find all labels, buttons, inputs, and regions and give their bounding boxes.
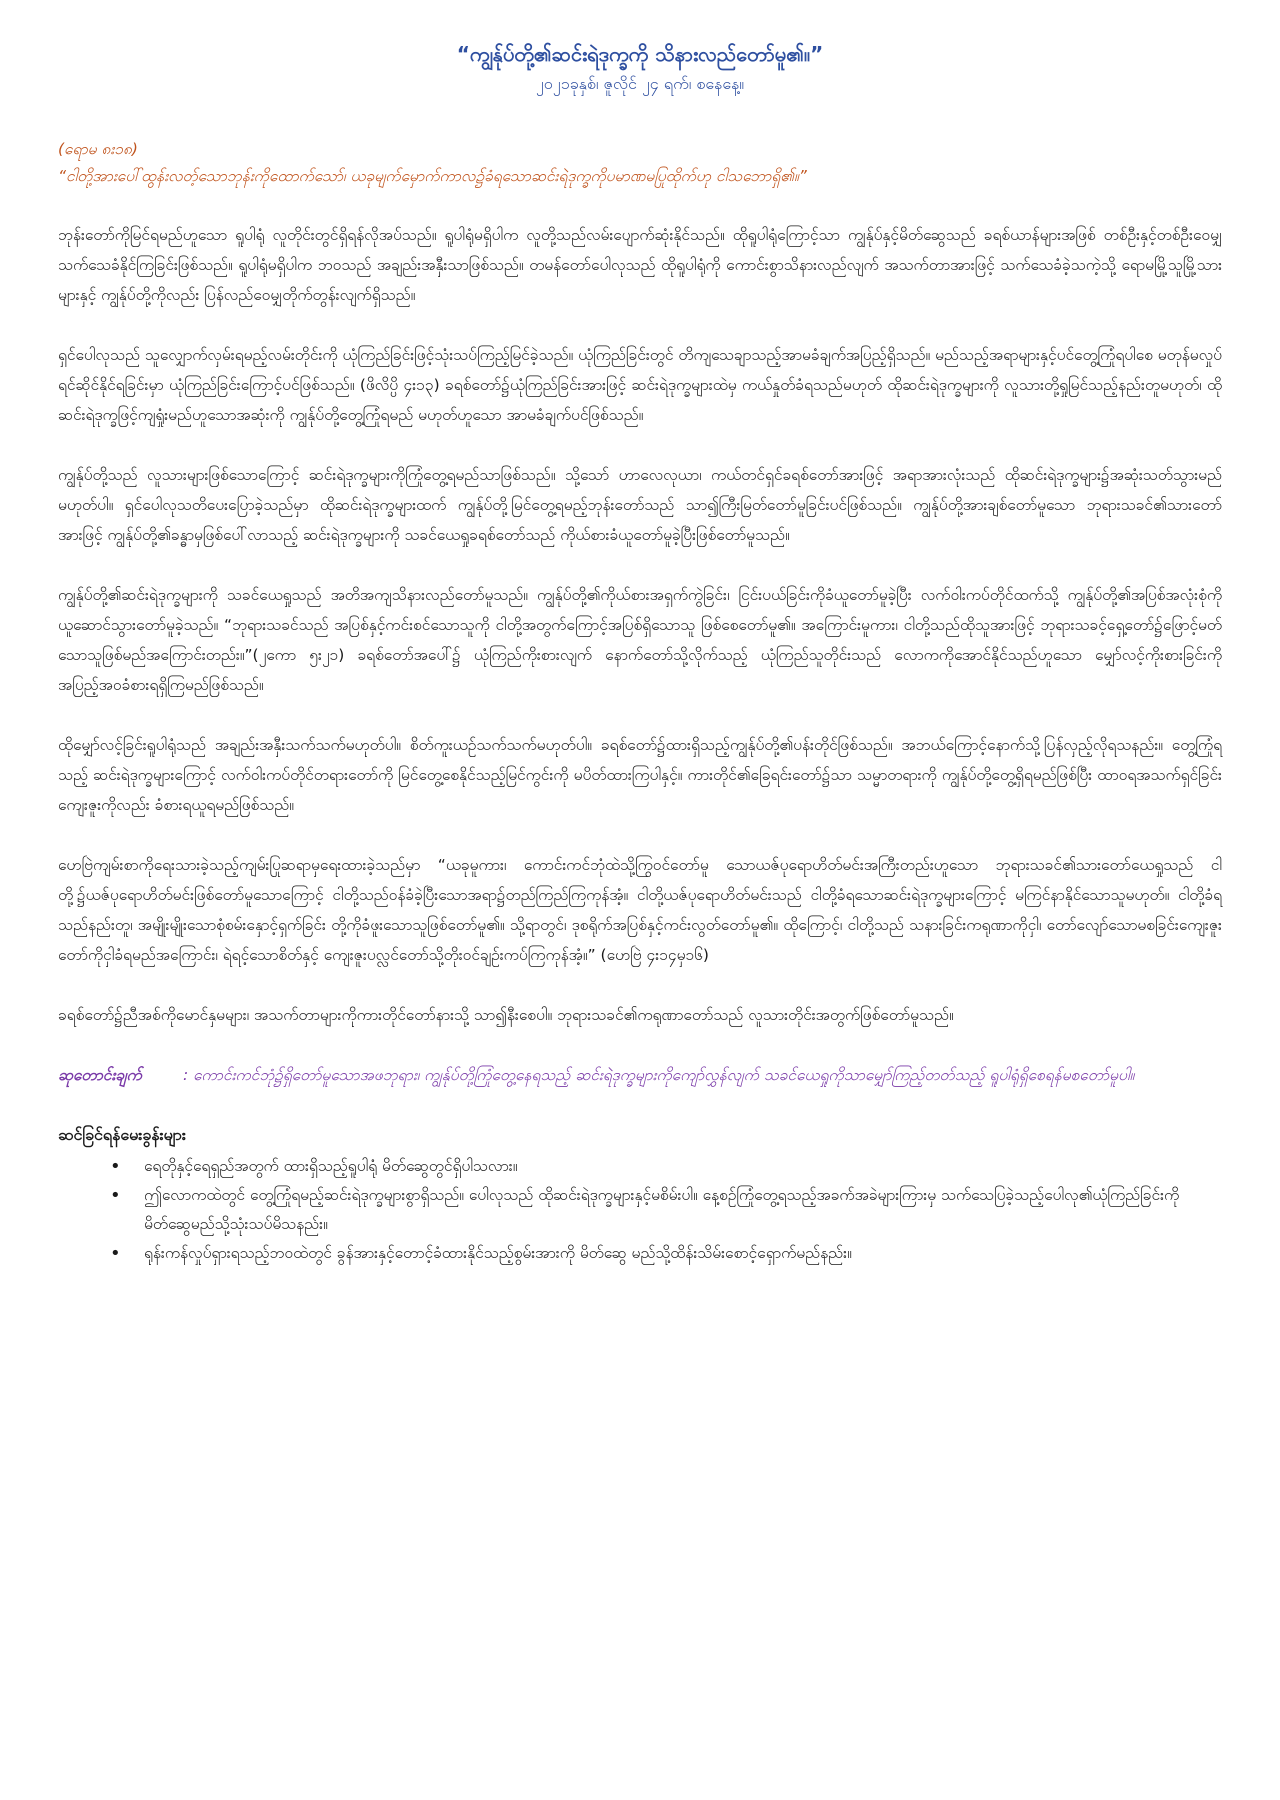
bullet-icon: • [110,1185,121,1206]
list-item [110,1152,1222,1181]
body-paragraph-5: ထိုမျှော်လင့်ခြင်းရူပါရုံသည် အချည်းအနှီးသက်သက်မဟုတ်ပါ။ စိတ်ကူးယဉ်သက်သက်မဟုတ်ပါ။ ခရစ်တော်၌ထားရှိသည့်ကျွန်ုပ်တို့၏ပန်းတိုင်ဖြစ်သည်။ အဘယ်ကြောင့်နောက်သို့ပြန်လှည့်လိုရသနည်း။ တွေ့ကြုံရသည့် ဆင်းရဲဒုက္ခများကြောင့် လက်ဝါးကပ်တိုင်တရားတော်ကို မြင်တွေ့စေနိုင်သည့်မြင်ကွင်းကို မပိတ်ထားကြပါနှင့်။ ကားတိုင်၏ခြေရင်းတော်၌သာ သမ္မာတရားကို ကျွန်ုပ်တို့တွေ့ရှိရမည်ဖြစ်ပြီး ထာဝရအသက်ရှင်ခြင်းကျေးဇူးကိုလည်း ခံစားရယူရမည်ဖြစ်သည်။ [58,736,1222,814]
body-paragraph-1: ဘုန်းတော်ကိုမြင်ရမည်ဟူသော ရူပါရုံ လူတိုင်းတွင်ရှိရန်လိုအပ်သည်။ ရူပါရုံမရှိပါက လူတို့သည်လမ်းပျောက်ဆုံးနိုင်သည်။ ထိုရူပါရုံကြောင့်သာ ကျွန်ုပ်နှင့်မိတ်ဆွေသည် ခရစ်ယာန်များအဖြစ် တစ်ဦးနှင့်တစ်ဦးဝေမျှသက်သေခံနိုင်ကြခြင်းဖြစ်သည်။ ရူပါရုံမရှိပါက ဘဝသည် အချည်းအနှီးသာဖြစ်သည်။ တမန်တော်ပေါလုသည် ထိုရူပါရုံကို ကောင်းစွာသိနားလည်လျက် အသက်တာအားဖြင့် သက်သေခံခဲ့သကဲ့သို့ ရောမမြို့သူမြို့သားများနှင့် ကျွန်ုပ်တို့ကိုလည်း ပြန်လည်ဝေမျှတိုက်တွန်းလျက်ရှိသည်။ [58,226,1222,304]
question-text: ဤလောကထဲတွင် တွေ့ကြုံရမည့်ဆင်းရဲဒုက္ခများစွာရှိသည်။ ပေါလုသည် ထိုဆင်းရဲဒုက္ခများနှင့်မစိမ်းပါ။ နေ့စဉ်ကြုံတွေ့ရသည့်အခက်အခဲများကြားမှ သက်သေပြခဲ့သည့်ပေါလု၏ယုံကြည်ခြင်းကို မိတ်ဆွေမည်သို့သုံးသပ်မိသနည်း။ [144,1186,1180,1233]
question-text: ရေတိုနှင့်ရေရှည်အတွက် ထားရှိသည့်ရူပါရုံ မိတ်ဆွေတွင်ရှိပါသလား။ [144,1157,518,1175]
bullet-icon: • [110,1156,121,1177]
list-item [110,1239,1222,1268]
questions-list [58,1152,1222,1268]
prayer-text: : ကောင်းကင်ဘုံ၌ရှိတော်မူသောအဖဘုရား၊ ကျွန်ုပ်တို့ကြုံတွေ့နေရသည့် ဆင်းရဲဒုက္ခများကိုကျော်လွှန်လျက် သခင်ယေရှုကိုသာမျှော်ကြည့်တတ်သည့် ရူပါရုံရှိစေရန်မစတော်မူပါ။ [182,1066,1135,1084]
page-header [58,38,1222,98]
body-paragraph-6: ဟေဗြဲကျမ်းစာကိုရေးသားခဲ့သည့်ကျမ်းပြုဆရာမှရေးထားခဲ့သည်မှာ “ယခုမူကား၊ ကောင်းကင်ဘုံထဲသို့ကြွဝင်တော်မူ သောယဇ်ပုရောဟိတ်မင်းအကြီးတည်းဟူသော ဘုရားသခင်၏သားတော်ယေရှုသည် ငါတို့၌ယဇ်ပုရောဟိတ်မင်းဖြစ်တော်မူသောကြောင့် ငါတို့သည်ဝန်ခံခဲ့ပြီးသောအရာ၌တည်ကြည်ကြကုန်အံ့။ ငါတို့ယဇ်ပုရောဟိတ်မင်းသည် ငါတို့ခံရသောဆင်းရဲဒုက္ခများကြောင့် မကြင်နာနိုင်သောသူမဟုတ်။ ငါတို့ခံရသည်နည်းတူ၊ အမျိုးမျိုးသောစုံစမ်းနှောင့်ရှက်ခြင်း တို့ကိုခံဖူးသောသူဖြစ်တော်မူ၏။ သို့ရာတွင်၊ ဒုစရိုက်အပြစ်နှင့်ကင်းလွတ်တော်မူ၏။ ထိုကြောင့်၊ ငါတို့သည် သနားခြင်းကရုဏာကိုငှါ၊ တော်လျော်သောမစခြင်းကျေးဇူးတော်ကိုငှါခံရမည်အကြောင်း၊ ရဲရင့်သောစိတ်နှင့် ကျေးဇူးပလ္လင်တော်သို့တိုးဝင်ချဉ်းကပ်ကြကုန်အံ့။” (ဟေဗြဲ ၄း၁၄မှ၁၆) [58,856,1222,964]
body-paragraph-3: ကျွန်ုပ်တို့သည် လူသားများဖြစ်သောကြောင့် ဆင်းရဲဒုက္ခများကိုကြုံတွေ့ရမည်သာဖြစ်သည်။ သို့သော် ဟာလေလုယာ၊ ကယ်တင်ရှင်ခရစ်တော်အားဖြင့် အရာအားလုံးသည် ထိုဆင်းရဲဒုက္ခများ၌အဆုံးသတ်သွားမည်မဟုတ်ပါ။ ရှင်ပေါလုသတိပေးပြောခဲ့သည်မှာ ထိုဆင်းရဲဒုက္ခများထက် ကျွန်ုပ်တို့မြင်တွေ့ရမည့်ဘုန်းတော်သည် သာ၍ကြီးမြတ်တော်မူခြင်းပင်ဖြစ်သည်။ ကျွန်ုပ်တို့အားချစ်တော်မူသော ဘုရားသခင်၏သားတော်အားဖြင့် ကျွန်ုပ်တို့၏ခန္ဓာမှဖြစ်ပေါ်လာသည့် ဆင်းရဲဒုက္ခများကို သခင်ယေရှုခရစ်တော်သည် ကိုယ်စားခံယူတော်မူခဲ့ပြီးဖြစ်တော်မူသည်။ [58,466,1222,544]
body-paragraph-2: ရှင်ပေါလုသည် သူလျှောက်လှမ်းရမည့်လမ်းတိုင်းကို ယုံကြည်ခြင်းဖြင့်သုံးသပ်ကြည့်မြင်ခဲ့သည်။ ယုံကြည်ခြင်းတွင် တိကျသေချာသည့်အာမခံချက်အပြည့်ရှိသည်။ မည်သည့်အရာများနှင့်ပင်တွေ့ကြုံရပါစေ မတုန်မလှုပ်ရင်ဆိုင်နိုင်ရခြင်းမှာ ယုံကြည်ခြင်းကြောင့်ပင်ဖြစ်သည်။ (ဖိလိပ္ပိ ၄း၁၃) ခရစ်တော်၌ယုံကြည်ခြင်းအားဖြင့် ဆင်းရဲဒုက္ခများထဲမှ ကယ်နှုတ်ခံရသည်မဟုတ် ထိုဆင်းရဲဒုက္ခများကို လူသားတို့ရှုမြင်သည့်နည်းတူမဟုတ်၊ ထိုဆင်းရဲဒုက္ခဖြင့်ကျရှုံးမည်ဟူသောအဆုံးကို ကျွန်ုပ်တို့တွေ့ကြုံရမည် မဟုတ်ဟူသော အာမခံချက်ပင်ဖြစ်သည်။ [58,346,1222,424]
verse-text: “ငါတို့အားပေါ်ထွန်းလတ့်သောဘုန်းကိုထောက်သော်၊ ယခုမျက်မှောက်ကာလ၌ခံရသောဆင်းရဲဒုက္ခကိုပမာဏမပြုထိုက်ဟု ငါသဘောရှိ၏။” [58,167,807,185]
page-title: “ကျွန်ုပ်တို့၏ဆင်းရဲဒုက္ခကို သိနားလည်တော်မူ၏။” [456,42,824,66]
body-paragraph-4: ကျွန်ုပ်တို့၏ဆင်းရဲဒုက္ခများကို သခင်ယေရှုသည် အတိအကျသိနားလည်တော်မူသည်။ ကျွန်ုပ်တို့၏ကိုယ်စားအရှက်ကွဲခြင်း၊ ငြင်းပယ်ခြင်းကိုခံယူတော်မူခဲ့ပြီး လက်ဝါးကပ်တိုင်ထက်သို့ ကျွန်ုပ်တို့၏အပြစ်အလုံးစုံကိုယူဆောင်သွားတော်မူခဲ့သည်။ “ဘုရားသခင်သည် အပြစ်နှင့်ကင်းစင်သောသူကို ငါတို့အတွက်ကြောင့်အပြစ်ရှိသောသူ ဖြစ်စေတော်မူ၏။ အကြောင်းမူကား၊ ငါတို့သည်ထိုသူအားဖြင့် ဘုရားသခင့်ရှေ့တော်၌ဖြောင့်မတ်သောသူဖြစ်မည်အကြောင်းတည်း။”(၂ကော ၅း၂၁) ခရစ်တော်အပေါ်၌ ယုံကြည်ကိုးစားလျက် နောက်တော်သို့လိုက်သည့် ယုံကြည်သူတိုင်းသည် လောကကိုအောင်နိုင်သည်ဟူသော မျှော်လင့်ကိုးစားခြင်းကို အပြည့်အဝခံစားရရှိကြမည်ဖြစ်သည်။ [58,586,1222,694]
prayer-block [58,1060,1222,1090]
reflection-questions [58,1120,1222,1268]
key-verse [58,136,1222,190]
body-paragraph-7: ခရစ်တော်၌ညီအစ်ကိုမောင်နှမများ၊ အသက်တာများကိုကားတိုင်တော်နားသို့ သာ၍နီးစေပါ။ ဘုရားသခင်၏ကရုဏာတော်သည် လူသားတိုင်းအတွက်ဖြစ်တော်မူသည်။ [58,1006,954,1024]
page-date: ၂၀၂၁ခုနှစ်၊ ဇူလိုင် ၂၄ ရက်၊ စနေနေ့။ [535,74,745,93]
prayer-label: ဆုတောင်းချက် [58,1066,142,1084]
verse-reference: (ရောမ ၈း၁၈) [58,140,138,158]
question-text: ရုန်းကန်လှုပ်ရှားရသည့်ဘဝထဲတွင် ခွန်အားနှင့်တောင့်ခံထားနိုင်သည့်စွမ်းအားကို မိတ်ဆွေ မည်သို့ထိန်းသိမ်းစောင့်ရှောက်မည်နည်း။ [144,1244,852,1262]
list-item [110,1181,1222,1239]
bullet-icon: • [110,1243,121,1264]
questions-title: ဆင်ခြင်ရန်မေးခွန်းများ [58,1125,186,1144]
